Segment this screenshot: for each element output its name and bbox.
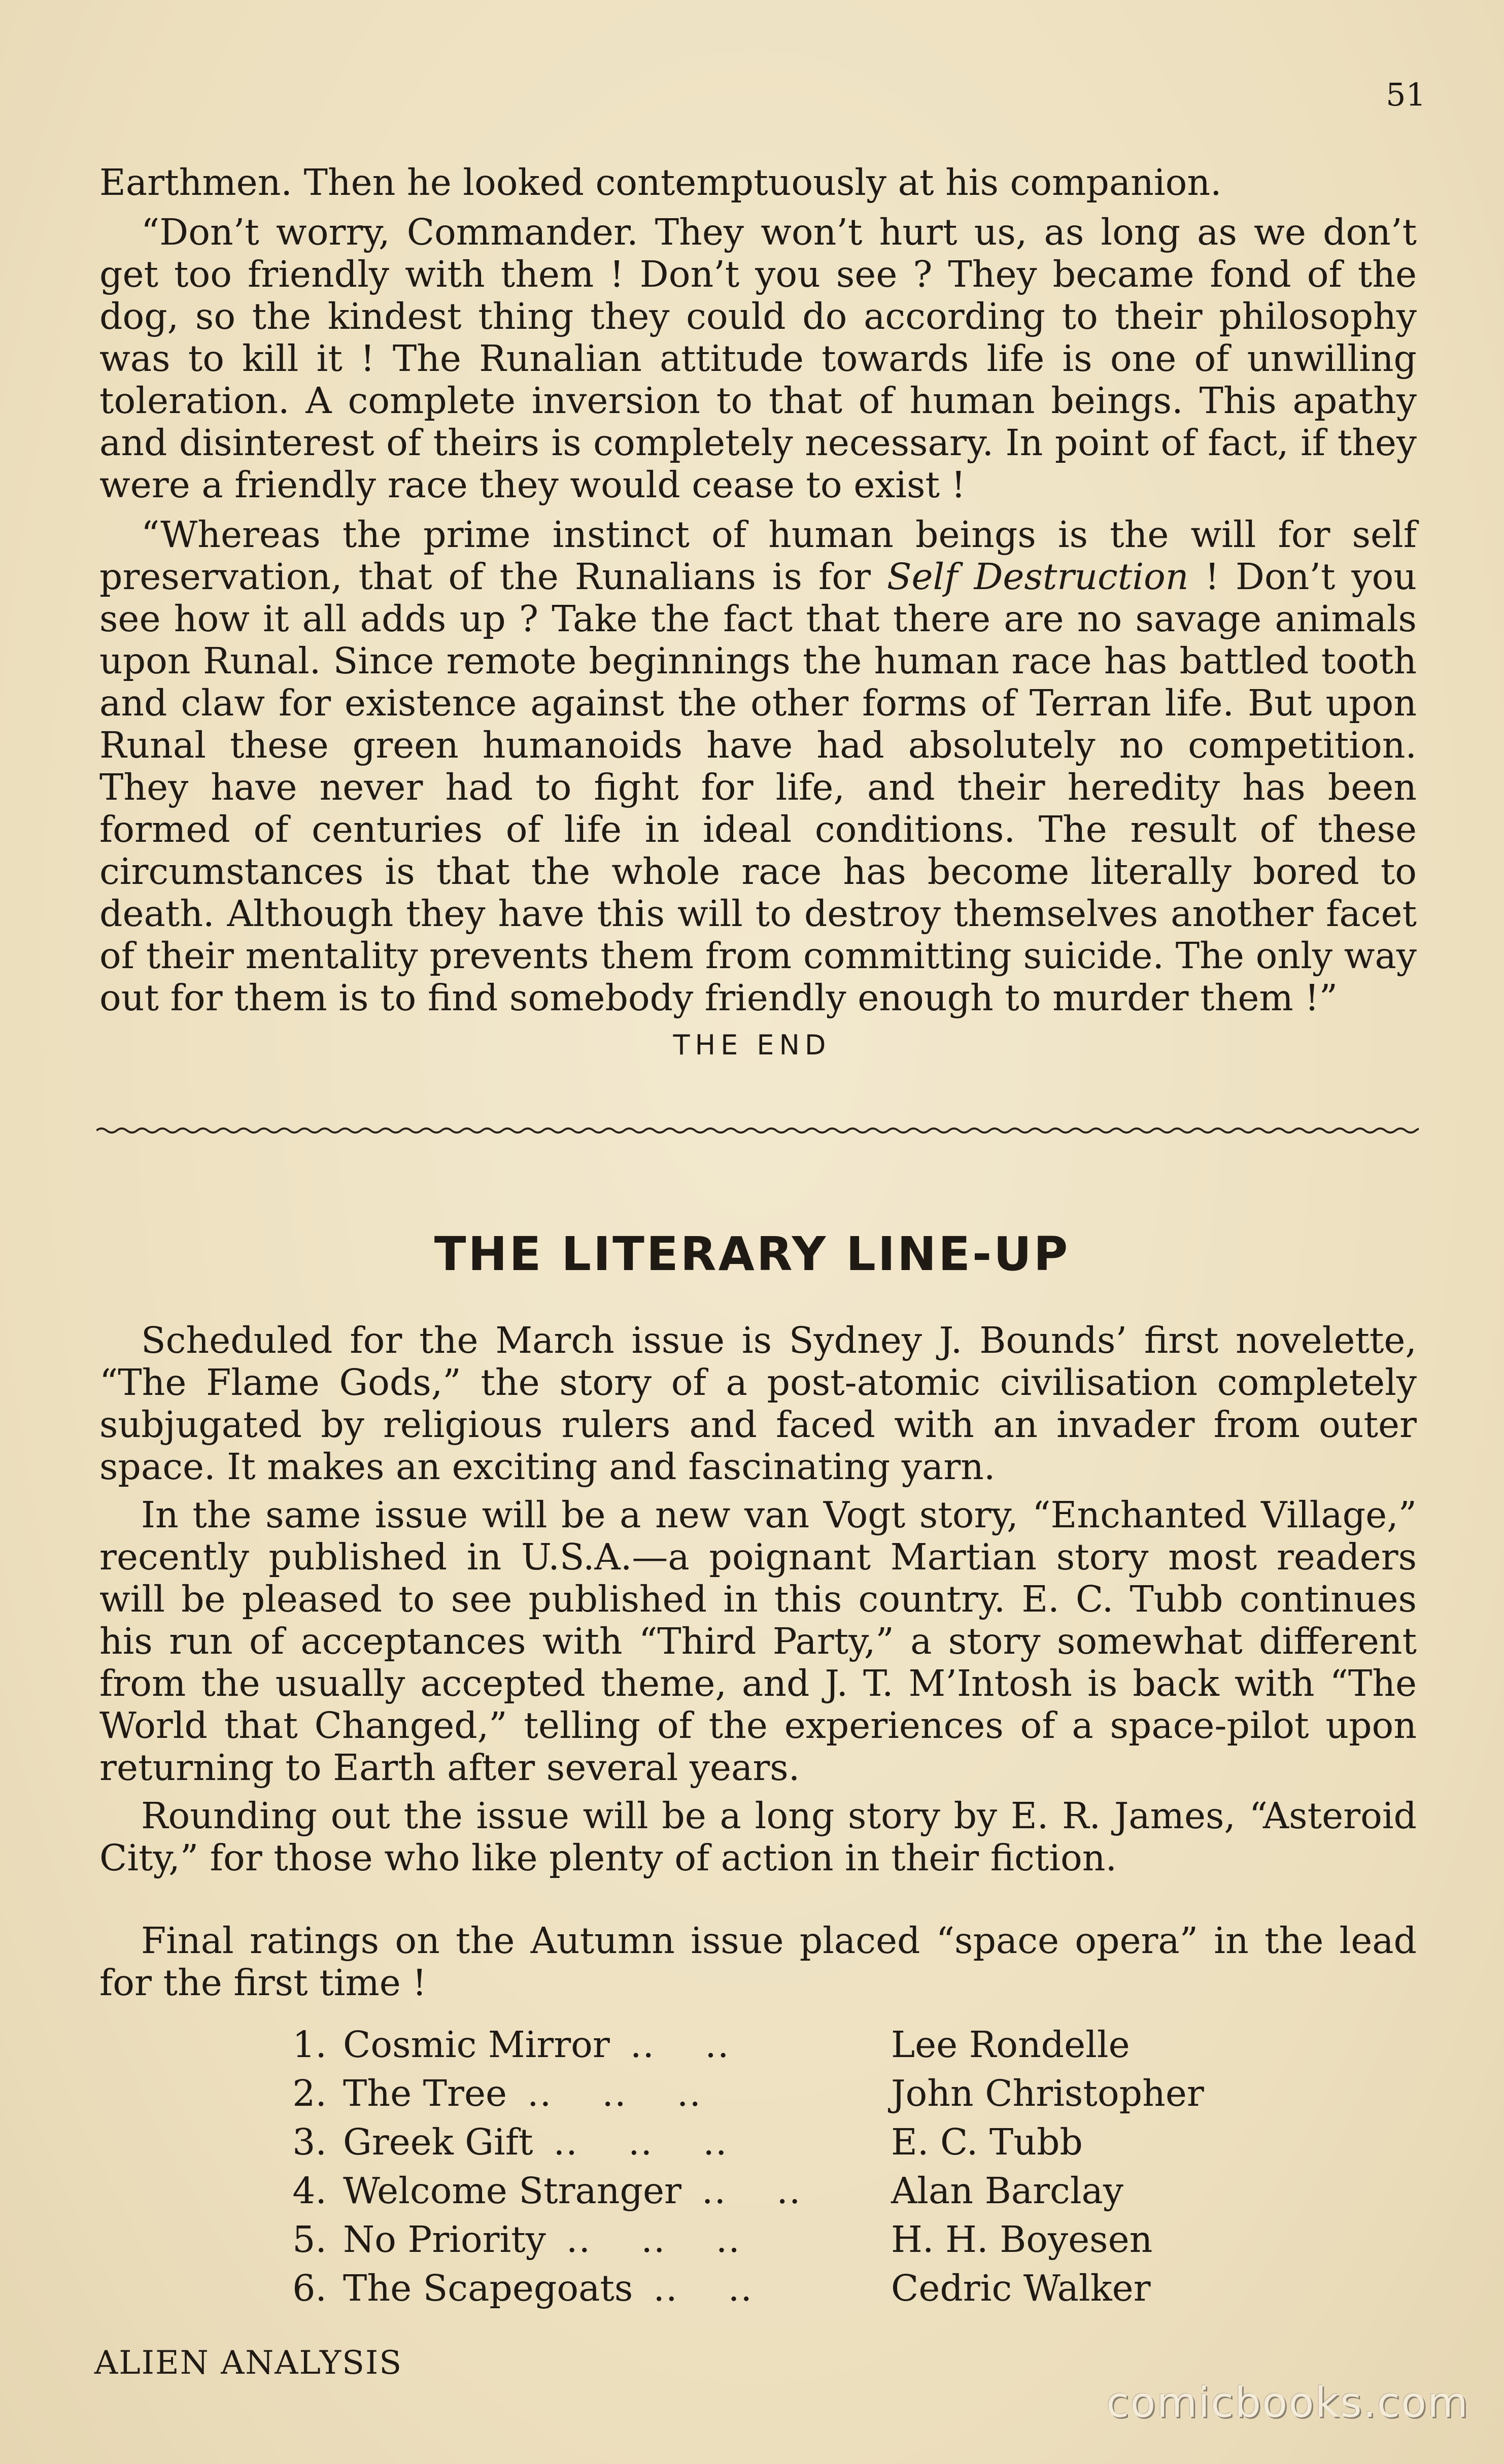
story-paragraph	[99, 514, 1417, 1019]
ratings-list	[254, 2021, 1269, 2313]
rating-author: H. H. Boyesen	[891, 2218, 1153, 2261]
page-number: 51	[1386, 76, 1426, 113]
rating-rank: 1.	[292, 2024, 327, 2066]
story-text-run: ! Don’t you see how it all adds up ? Take the fact that there are no savage animals upon Runal. Since remote beginnings the human race has battled tooth and claw for existence against the other forms of Terran life. But upon Runal these green humanoids have had absolutely no competition. They have never had to fight for life, and their heredity has been formed of centuries of life in ideal conditions. The result of these circumstances is that the whole race has become literally bored to death. Although they have this will to destroy themselves another facet of their mentality prevents them from committing suicide. The only way out for them is to find somebody friendly enough to murder them !”	[99, 556, 1417, 1019]
rating-title-text: Welcome Stranger	[343, 2170, 681, 2212]
rating-author: Cedric Walker	[891, 2267, 1151, 2309]
rating-title-text: The Scapegoats	[343, 2267, 633, 2309]
rating-leader-dots: .. .. ..	[566, 2218, 741, 2261]
rating-title-text: Greek Gift	[343, 2121, 533, 2163]
lineup-paragraph: Final ratings on the Autumn issue placed “space opera” in the lead for the first time !	[99, 1920, 1417, 2004]
story-text	[99, 161, 1417, 1026]
rating-row	[254, 2264, 1269, 2313]
wavy-divider	[96, 1120, 1419, 1141]
watermark: comicbooks.com	[1106, 2379, 1469, 2427]
rating-author: Alan Barclay	[891, 2170, 1123, 2212]
emphasis-text: Self Destruction	[886, 556, 1189, 598]
lineup-paragraph: Rounding out the issue will be a long story by E. R. James, “Asteroid City,” for those who like plenty of action in their fiction.	[99, 1795, 1417, 1879]
rating-row	[254, 2167, 1269, 2215]
rating-rank: 6.	[292, 2267, 327, 2309]
rating-leader-dots: .. .. ..	[527, 2072, 702, 2114]
rating-author: Lee Rondelle	[891, 2024, 1130, 2066]
rating-title	[327, 2118, 891, 2167]
rating-title	[327, 2167, 891, 2215]
rating-rank: 5.	[292, 2218, 327, 2261]
rating-title	[327, 2215, 891, 2264]
rating-rank: 3.	[292, 2121, 327, 2163]
rating-row	[254, 2069, 1269, 2118]
lineup-paragraph: In the same issue will be a new van Vogt story, “Enchanted Village,” recently published in U.S.A.—a poignant Martian story most readers will be pleased to see published in this country. E. C. Tubb continues his run of acceptances with “Third Party,” a story somewhat different from the usually accepted theme, and J. T. M’Intosh is back with “The World that Changed,” telling of the experiences of a space-pilot upon returning to Earth after several years.	[99, 1494, 1417, 1789]
the-end-label: THE END	[673, 1029, 831, 1061]
rating-leader-dots: .. .. ..	[553, 2121, 728, 2163]
rating-leader-dots: .. ..	[701, 2170, 802, 2212]
magazine-footer: ALIEN ANALYSIS	[94, 2344, 403, 2382]
story-paragraph: Earthmen. Then he looked contemptuously at his companion.	[99, 161, 1222, 203]
rating-row	[254, 2215, 1269, 2264]
rating-author: E. C. Tubb	[891, 2121, 1083, 2163]
section-title: THE LITERARY LINE-UP	[434, 1227, 1070, 1281]
lineup-text	[99, 1319, 1417, 2010]
rating-rank: 2.	[292, 2072, 327, 2114]
rating-row	[254, 2021, 1269, 2069]
story-paragraph: “Don’t worry, Commander. They won’t hurt us, as long as we don’t get too friendly with them ! Don’t you see ? They became fond of the dog, so the kindest thing they could do according to their philosophy was to kill it ! The Runalian attitude towards life is one of unwilling toleration. A complete inversion to that of human beings. This apathy and disinterest of theirs is completely necessary. In point of fact, if they were a friendly race they would cease to exist !	[99, 211, 1417, 506]
rating-title-text: No Priority	[343, 2218, 546, 2261]
rating-title	[327, 2021, 891, 2069]
lineup-paragraph: Scheduled for the March issue is Sydney J. Bounds’ first novelette, “The Flame Gods,” the story of a post-atomic civilisation completely subjugated by religious rulers and faced with an invader from outer space. It makes an exciting and fascinating yarn.	[99, 1319, 1417, 1488]
rating-leader-dots: .. ..	[630, 2024, 730, 2066]
rating-title	[327, 2069, 891, 2118]
rating-author: John Christopher	[891, 2072, 1204, 2114]
rating-rank: 4.	[292, 2170, 327, 2212]
rating-title	[327, 2264, 891, 2313]
rating-leader-dots: .. ..	[653, 2267, 753, 2309]
story-text-run: “Whereas the prime instinct of human beings is the will for self preservation, that of the Runalians is for	[99, 514, 1417, 598]
rating-title-text: Cosmic Mirror	[343, 2024, 610, 2066]
rating-title-text: The Tree	[343, 2072, 507, 2114]
rating-row	[254, 2118, 1269, 2167]
